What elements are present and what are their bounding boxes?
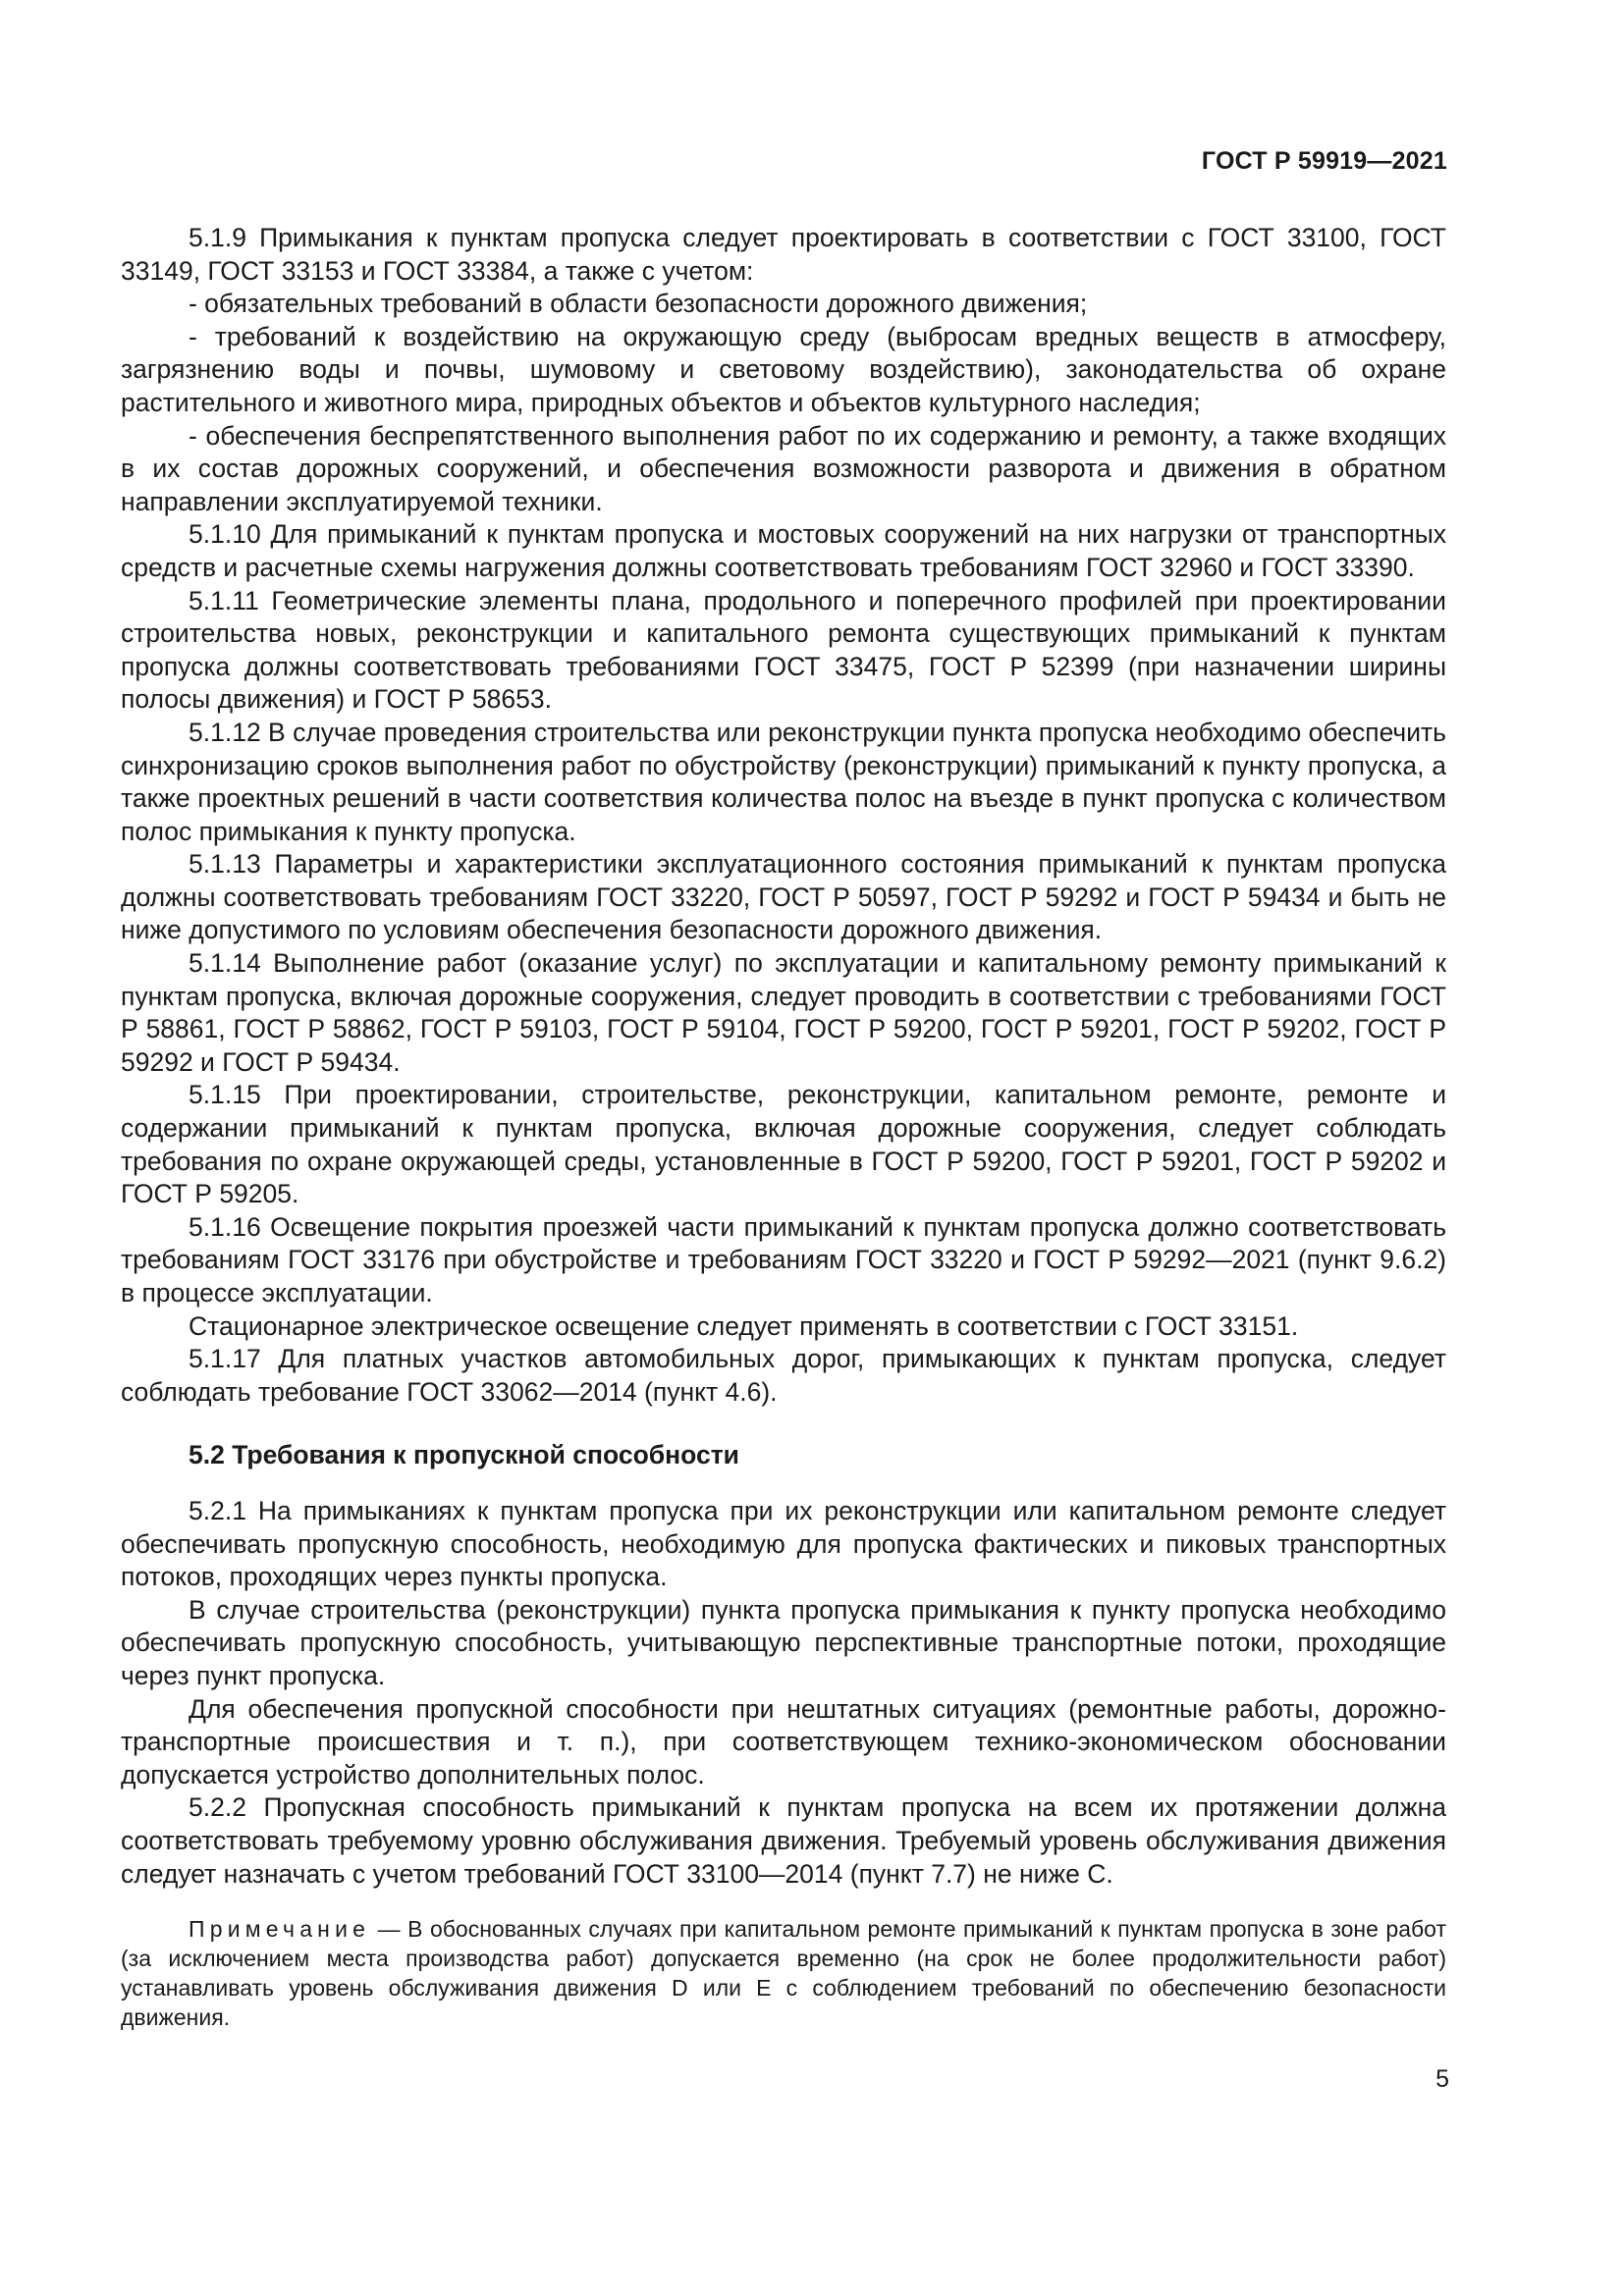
note-label: Примечание (189, 1916, 371, 1943)
list-item: - обязательных требований в области безопасности дорожного движения; (189, 289, 1088, 319)
list-item: - обеспечения беспрепятственного выполнения работ по их содержанию и ремонту, а также входящих в их состав дорожных сооружений, и обеспечения возможности разворота и движения в обратном направлении эксплуатируемой техники. (121, 420, 1446, 516)
note (121, 1914, 1446, 2032)
paragraph-5-1-17: 5.1.17 Для платных участков автомобильных дорог, примыкающих к пунктам пропуска, следует соблюдать требование ГОСТ 33062—2014 (пункт 4.6). (121, 1344, 1446, 1407)
page-number: 5 (1435, 2065, 1449, 2093)
paragraph-5-2-1: 5.2.1 На примыканиях к пунктам пропуска при их реконструкции или капитальном ремонте следует обеспечивать пропускную способность, необходимую для пропуска фактических и пиковых транспортных потоков, проходящих через пункты пропуска. (121, 1495, 1446, 1592)
paragraph-5-1-16: 5.1.16 Освещение покрытия проезжей части примыканий к пунктам пропуска должно соответствовать требованиям ГОСТ 33176 при обустройстве и требованиям ГОСТ 33220 и ГОСТ Р 59292—2021 (пункт 9.6.2) в процессе эксплуатации. (121, 1211, 1446, 1308)
document-body (121, 222, 1446, 2032)
paragraph-5-1-10: 5.1.10 Для примыканий к пунктам пропуска и мостовых сооружений на них нагрузки от транспортных средств и расчетные схемы нагружения должны соответствовать требованиям ГОСТ 32960 и ГОСТ 33390. (121, 519, 1446, 582)
paragraph-5-1-11: 5.1.11 Геометрические элементы плана, продольного и поперечного профилей при проектировании строительства новых, реконструкции и капитального ремонта существующих примыканий к пунктам пропуска должны соответствовать требованиями ГОСТ 33475, ГОСТ Р 52399 (при назначении ширины полосы движения) и ГОСТ Р 58653. (121, 585, 1446, 715)
paragraph-5-1-13: 5.1.13 Параметры и характеристики эксплуатационного состояния примыканий к пунктам пропуска должны соответствовать требованиям ГОСТ 33220, ГОСТ Р 50597, ГОСТ Р 59292 и ГОСТ Р 59434 и быть не ниже допустимого по условиям обеспечения безопасности дорожного движения. (121, 849, 1446, 945)
paragraph-5-2-2: 5.2.2 Пропускная способность примыканий к пунктам пропуска на всем их протяжении должна соответствовать требуемому уровню обслуживания движения. Требуемый уровень обслуживания движения следует назначать с учетом требований ГОСТ 33100—2014 (пункт 7.7) не ниже С. (121, 1792, 1446, 1889)
paragraph: Для обеспечения пропускной способности при нештатных ситуациях (ремонтные работы, дорожно-транспортные происшествия и т. п.), при соответствующем технико-экономическом обосновании допускается устройство дополнительных полос. (121, 1693, 1446, 1789)
paragraph-5-1-14: 5.1.14 Выполнение работ (оказание услуг) по эксплуатации и капитальному ремонту примыканий к пунктам пропуска, включая дорожные сооружения, следует проводить в соответствии с требованиями ГОСТ Р 58861, ГОСТ Р 58862, ГОСТ Р 59103, ГОСТ Р 59104, ГОСТ Р 59200, ГОСТ Р 59201, ГОСТ Р 59202, ГОСТ Р 59292 и ГОСТ Р 59434. (121, 948, 1446, 1077)
document-header: ГОСТ Р 59919—2021 (1201, 147, 1447, 175)
paragraph: В случае строительства (реконструкции) пункта пропуска примыкания к пункту пропуска необходимо обеспечивать пропускную способность, учитывающую перспективные транспортные потоки, проходящие через пункт пропуска. (121, 1594, 1446, 1690)
paragraph-lighting: Стационарное электрическое освещение следует применять в соответствии с ГОСТ 33151. (189, 1310, 1299, 1341)
list-item: - требований к воздействию на окружающую среду (выбросам вредных веществ в атмосферу, загрязнению воды и почвы, шумовому и световому воздействию), законодательства об охране растительного и животного мира, природных объектов и объектов культурного наследия; (121, 321, 1446, 417)
paragraph-5-1-12: 5.1.12 В случае проведения строительства или реконструкции пункта пропуска необходимо обеспечить синхронизацию сроков выполнения работ по обустройству (реконструкции) примыканий к пункту пропуска, а также проектных решений в части соответствия количества полос на въезде в пункт пропуска с количеством полос примыкания к пункту пропуска. (121, 717, 1446, 846)
paragraph-5-1-15: 5.1.15 При проектировании, строительстве, реконструкции, капитальном ремонте, ремонте и содержании примыканий к пунктам пропуска, включая дорожные сооружения, следует соблюдать требования по охране окружающей среды, установленные в ГОСТ Р 59200, ГОСТ Р 59201, ГОСТ Р 59202 и ГОСТ Р 59205. (121, 1080, 1446, 1209)
section-title: 5.2 Требования к пропускной способности (189, 1440, 739, 1470)
note-text: — В обоснованных случаях при капитальном ремонте примыканий к пунктам пропуска в зоне работ (за исключением места производства работ) допускается временно (на срок не более продолжительности работ) устанавливать уровень обслуживания движения D или E с соблюдением требований по обеспечению безопасности движения. (121, 1916, 1446, 2031)
paragraph-5-1-9: 5.1.9 Примыкания к пунктам пропуска следует проектировать в соответствии с ГОСТ 33100, ГОСТ 33149, ГОСТ 33153 и ГОСТ 33384, а также с учетом: (121, 223, 1446, 286)
